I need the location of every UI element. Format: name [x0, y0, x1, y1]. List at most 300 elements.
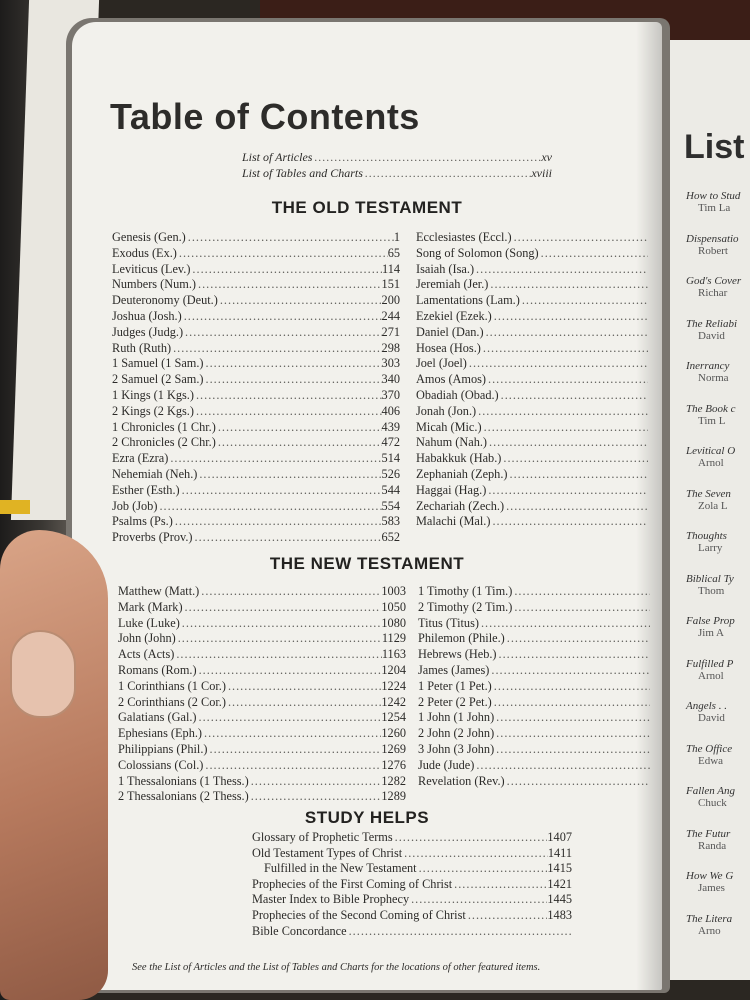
dot-leader — [197, 710, 382, 726]
toc-entry[interactable] — [418, 679, 650, 695]
facing-entry-author: Arnol — [698, 457, 724, 469]
facing-page-entry — [686, 445, 735, 469]
dot-leader — [494, 726, 650, 742]
entry-page: 1276 — [381, 757, 406, 772]
entry-page: 1411 — [547, 845, 572, 860]
entry-name: Nahum (Nah.) — [416, 435, 488, 450]
entry-name: Daniel (Dan.) — [416, 324, 484, 339]
footnote: See the List of Articles and the List of Tables and Charts for the locations of other featured items. — [132, 962, 541, 973]
dot-leader — [497, 647, 650, 663]
toc-entry[interactable] — [118, 742, 406, 758]
facing-entry-title: The Office — [686, 742, 733, 755]
study-helps-list — [252, 830, 572, 939]
entry-page: 1282 — [381, 773, 406, 788]
entry-name: Mark (Mark) — [118, 599, 183, 614]
entry-name: Jonah (Jon.) — [416, 403, 477, 418]
toc-entry[interactable] — [112, 309, 400, 325]
toc-entry[interactable] — [418, 584, 650, 600]
facing-entry-title: False Prop — [686, 615, 735, 627]
facing-entry-author: Thom — [698, 584, 725, 597]
entry-name: John (John) — [118, 631, 176, 646]
entry-page: 1254 — [381, 710, 406, 725]
entry-page: 439 — [381, 419, 400, 434]
dot-leader — [202, 726, 381, 742]
dot-leader — [216, 420, 382, 436]
entry-name: James (James) — [418, 662, 490, 677]
entry-name: List of Tables and Charts — [242, 165, 363, 180]
new-testament-heading: THE NEW TESTAMENT — [269, 554, 465, 573]
entry-page: xviii — [531, 165, 552, 180]
dot-leader — [180, 616, 382, 632]
entry-name: Malachi (Mal.) — [416, 514, 491, 529]
entry-page: 200 — [381, 293, 400, 308]
toc-entry[interactable] — [416, 514, 648, 530]
dot-leader — [452, 877, 547, 893]
toc-entry[interactable] — [416, 467, 648, 483]
entry-name: Jude (Jude) — [418, 757, 475, 772]
toc-entry[interactable] — [416, 483, 648, 499]
new-testament-left-column — [118, 584, 406, 805]
facing-page-entry — [686, 658, 733, 682]
dot-leader — [484, 325, 648, 341]
entry-name: List of Articles — [242, 150, 313, 164]
new-testament-right-column — [418, 584, 650, 789]
entry-page: 554 — [381, 498, 400, 513]
toc-entry[interactable] — [112, 483, 400, 499]
facing-entry-title: Thoughts — [686, 530, 727, 542]
facing-entry-author: James — [698, 882, 725, 894]
entry-page: 303 — [381, 356, 400, 371]
entry-name: Proverbs (Prov.) — [112, 530, 193, 545]
entry-name: Micah (Mic.) — [416, 419, 482, 434]
dot-leader — [494, 710, 650, 726]
entry-name: Luke (Luke) — [118, 615, 180, 630]
facing-entry-author: Chuck — [698, 797, 727, 809]
toc-entry[interactable] — [118, 789, 406, 805]
toc-entry[interactable] — [252, 830, 572, 846]
toc-entry[interactable] — [416, 451, 648, 467]
dot-leader — [190, 262, 382, 278]
dot-leader — [505, 774, 650, 790]
entry-name: Colossians (Col.) — [118, 757, 204, 772]
entry-page: 652 — [381, 530, 400, 545]
facing-page-entry — [686, 913, 732, 937]
entry-name: Galatians (Gal.) — [118, 710, 197, 725]
dot-leader — [197, 467, 381, 483]
dot-leader — [180, 483, 382, 499]
facing-page-entry — [686, 488, 731, 512]
toc-entry[interactable] — [416, 277, 648, 293]
entry-name: Judges (Judg.) — [112, 324, 184, 339]
dot-leader — [197, 663, 382, 679]
entry-name: Fulfilled in the New Testament — [264, 861, 417, 876]
entry-name: 3 John (3 John) — [418, 741, 495, 756]
entry-page: 65 — [387, 245, 400, 260]
entry-name: 2 Kings (2 Kgs.) — [112, 403, 194, 418]
facing-page-entry — [686, 403, 735, 427]
entry-name: Leviticus (Lev.) — [112, 261, 191, 276]
facing-entry-title: Fulfilled P — [686, 657, 734, 670]
entry-name: Song of Solomon (Song) — [416, 245, 539, 260]
facing-entry-author: Zola L — [698, 499, 728, 512]
entry-page: 1080 — [381, 615, 406, 630]
entry-page: 526 — [381, 466, 400, 481]
dot-leader — [226, 679, 381, 695]
entry-name: Zephaniah (Zeph.) — [416, 466, 508, 481]
entry-name: Lamentations (Lam.) — [416, 293, 520, 308]
toc-entry[interactable] — [112, 435, 400, 451]
toc-entry[interactable] — [118, 584, 406, 600]
entry-name: 1 Peter (1 Pet.) — [418, 678, 492, 693]
toc-entry[interactable] — [416, 293, 648, 309]
toc-entry[interactable] — [418, 758, 650, 774]
entry-name: Amos (Amos) — [416, 372, 487, 387]
entry-name: 2 Chronicles (2 Chr.) — [112, 435, 216, 450]
facing-entry-title: Inerrancy — [686, 360, 730, 372]
toc-entry[interactable] — [118, 631, 406, 647]
dot-leader — [196, 277, 382, 293]
toc-entry[interactable] — [416, 372, 648, 388]
entry-name: Numbers (Num.) — [112, 277, 197, 292]
front-matter-item[interactable] — [242, 150, 552, 166]
facing-entry-title: The Book c — [686, 402, 736, 415]
toc-entry[interactable] — [418, 616, 650, 632]
entry-page: 514 — [381, 451, 400, 466]
dot-leader — [508, 467, 648, 483]
dot-leader — [249, 789, 382, 805]
toc-entry[interactable] — [252, 892, 572, 908]
dot-leader — [182, 309, 382, 325]
facing-entry-author: Jim A — [698, 627, 724, 639]
dot-leader — [174, 647, 382, 663]
toc-entry[interactable] — [112, 372, 400, 388]
dot-leader — [499, 388, 648, 404]
entry-page: 370 — [381, 387, 400, 402]
facing-page-entry — [686, 530, 727, 554]
entry-page: 1050 — [381, 599, 406, 614]
dot-leader — [312, 150, 541, 166]
toc-entry[interactable] — [112, 499, 400, 515]
entry-name: Hosea (Hos.) — [416, 340, 481, 355]
entry-name: Ezekiel (Ezek.) — [416, 308, 492, 323]
entry-name: Master Index to Bible Prophecy — [252, 892, 410, 907]
dot-leader — [482, 420, 648, 436]
dot-leader — [393, 830, 548, 846]
dot-leader — [479, 616, 650, 632]
facing-entry-title: The Futur — [686, 827, 731, 840]
toc-entry[interactable] — [118, 600, 406, 616]
toc-entry[interactable] — [112, 262, 400, 278]
entry-page: 1415 — [547, 861, 572, 876]
entry-page: 114 — [382, 261, 400, 276]
toc-entry[interactable] — [112, 530, 400, 546]
toc-entry[interactable] — [418, 647, 650, 663]
entry-name: Revelation (Rev.) — [418, 773, 505, 788]
entry-page: 340 — [381, 372, 400, 387]
toc-entry[interactable] — [112, 514, 400, 530]
entry-name: Old Testament Types of Christ — [252, 845, 403, 860]
dot-leader — [417, 861, 548, 877]
dot-leader — [466, 908, 548, 924]
toc-entry[interactable] — [112, 388, 400, 404]
dot-leader — [539, 246, 648, 262]
entry-name: 2 John (2 John) — [418, 726, 495, 741]
dot-leader — [474, 262, 648, 278]
contents-page — [72, 22, 662, 990]
entry-name: Habakkuk (Hab.) — [416, 451, 502, 466]
toc-entry[interactable] — [416, 325, 648, 341]
front-matter-item[interactable] — [242, 166, 552, 182]
dot-leader — [504, 499, 648, 515]
entry-page: xv — [541, 150, 552, 164]
old-testament-heading: THE OLD TESTAMENT — [271, 198, 463, 217]
facing-entry-author: David — [698, 712, 725, 724]
entry-name: Bible Concordance — [252, 923, 347, 938]
entry-name: Exodus (Ex.) — [112, 245, 177, 260]
dot-leader — [492, 309, 648, 325]
entry-name: Ruth (Ruth) — [112, 340, 172, 355]
facing-page-title: List — [684, 128, 745, 166]
dot-leader — [490, 514, 648, 530]
dot-leader — [177, 246, 388, 262]
entry-name: Haggai (Hag.) — [416, 482, 487, 497]
facing-entry-author: Edwa — [698, 754, 724, 767]
dot-leader — [512, 230, 648, 246]
toc-entry[interactable] — [416, 230, 648, 246]
toc-entry[interactable] — [252, 846, 572, 862]
dot-leader — [476, 404, 648, 420]
entry-page: 1445 — [547, 892, 572, 907]
toc-entry[interactable] — [418, 710, 650, 726]
dot-leader — [492, 679, 650, 695]
dot-leader — [216, 435, 382, 451]
toc-entry[interactable] — [112, 404, 400, 420]
toc-entry[interactable] — [252, 877, 572, 893]
dot-leader — [486, 483, 648, 499]
facing-entry-author: Robert — [698, 244, 728, 257]
entry-name: Job (Job) — [112, 498, 158, 513]
facing-page-entry — [686, 275, 741, 299]
entry-page: 406 — [381, 403, 400, 418]
facing-page-entry — [686, 190, 740, 214]
entry-name: Ephesians (Eph.) — [118, 726, 203, 741]
entry-name: Philemon (Phile.) — [418, 631, 505, 646]
entry-name: Glossary of Prophetic Terms — [252, 830, 393, 844]
toc-entry[interactable] — [416, 356, 648, 372]
dot-leader — [347, 924, 572, 940]
toc-entry[interactable] — [418, 695, 650, 711]
toc-entry[interactable] — [418, 631, 650, 647]
dot-leader — [199, 584, 381, 600]
entry-page: 1269 — [381, 741, 406, 756]
entry-name: 1 Chronicles (1 Chr.) — [112, 419, 216, 434]
dot-leader — [520, 293, 648, 309]
facing-page-entry — [686, 573, 734, 597]
facing-page-entry — [686, 828, 730, 852]
toc-entry[interactable] — [418, 600, 650, 616]
facing-entry-title: Dispensatio — [686, 232, 739, 245]
entry-name: Matthew (Matt.) — [118, 584, 200, 598]
toc-entry[interactable] — [112, 246, 400, 262]
toc-entry[interactable] — [418, 774, 650, 790]
entry-name: 2 Timothy (2 Tim.) — [418, 599, 513, 614]
front-matter-list — [242, 150, 552, 182]
facing-entry-author: Larry — [698, 542, 723, 554]
entry-page: 298 — [381, 340, 400, 355]
entry-page: 472 — [381, 435, 400, 450]
dot-leader — [494, 742, 650, 758]
dot-leader — [363, 166, 531, 182]
dot-leader — [176, 631, 382, 647]
entry-page: 583 — [381, 514, 400, 529]
entry-name: 1 Thessalonians (1 Thess.) — [118, 773, 249, 788]
entry-page: 1129 — [381, 631, 406, 646]
toc-entry[interactable] — [112, 420, 400, 436]
dot-leader — [467, 356, 648, 372]
dot-leader — [204, 356, 382, 372]
entry-page: 151 — [381, 277, 400, 292]
facing-page — [662, 40, 750, 980]
toc-entry[interactable] — [118, 726, 406, 742]
facing-page-entry — [686, 615, 735, 639]
entry-name: Ecclesiastes (Eccl.) — [416, 230, 512, 244]
toc-entry[interactable] — [112, 356, 400, 372]
facing-page-entry — [686, 318, 737, 342]
facing-entry-title: The Reliabi — [686, 317, 738, 330]
facing-entry-title: God's Cover — [686, 275, 742, 287]
entry-page: 1421 — [547, 876, 572, 891]
entry-name: Jeremiah (Jer.) — [416, 277, 489, 292]
toc-entry[interactable] — [118, 774, 406, 790]
toc-entry[interactable] — [252, 861, 572, 877]
dot-leader — [226, 695, 381, 711]
facing-page-entry — [686, 233, 739, 257]
dot-leader — [186, 230, 394, 246]
toc-entry[interactable] — [118, 616, 406, 632]
dot-leader — [481, 341, 648, 357]
toc-entry[interactable] — [416, 435, 648, 451]
dot-leader — [505, 631, 650, 647]
toc-entry[interactable] — [252, 908, 572, 924]
toc-entry[interactable] — [416, 388, 648, 404]
toc-entry[interactable] — [418, 663, 650, 679]
facing-entry-title: How to Stud — [686, 190, 741, 202]
toc-entry[interactable] — [118, 758, 406, 774]
dot-leader — [249, 774, 382, 790]
dot-leader — [183, 325, 382, 341]
entry-page: 271 — [381, 324, 400, 339]
dot-leader — [474, 758, 650, 774]
toc-entry[interactable] — [112, 451, 400, 467]
entry-name: Isaiah (Isa.) — [416, 261, 475, 276]
dot-leader — [204, 372, 382, 388]
entry-page: 1260 — [381, 726, 406, 741]
entry-name: 1 John (1 John) — [418, 710, 495, 725]
entry-name: Psalms (Ps.) — [112, 514, 173, 529]
toc-entry[interactable] — [112, 293, 400, 309]
dot-leader — [208, 742, 382, 758]
toc-entry[interactable] — [118, 647, 406, 663]
entry-page: 1483 — [547, 907, 572, 922]
dot-leader — [409, 892, 547, 908]
dot-leader — [194, 388, 382, 404]
entry-page: 1407 — [547, 830, 572, 844]
entry-page: 1 — [393, 230, 400, 244]
hand-holding-book — [0, 530, 108, 1000]
yellow-strip — [0, 500, 30, 514]
toc-entry[interactable] — [416, 499, 648, 515]
dot-leader — [486, 372, 648, 388]
toc-entry[interactable] — [416, 246, 648, 262]
toc-entry[interactable] — [112, 467, 400, 483]
toc-entry[interactable] — [416, 420, 648, 436]
toc-entry[interactable] — [118, 679, 406, 695]
old-testament-left-column — [112, 230, 400, 546]
facing-entry-author: Arno — [698, 924, 721, 937]
facing-entry-author: Richar — [698, 287, 728, 299]
entry-name: 1 Timothy (1 Tim.) — [418, 584, 513, 598]
entry-name: Hebrews (Heb.) — [418, 647, 497, 662]
facing-entry-author: Arnol — [698, 669, 724, 682]
entry-page: 1003 — [381, 584, 406, 598]
toc-entry[interactable] — [118, 663, 406, 679]
facing-entry-author: Randa — [698, 839, 727, 852]
facing-entry-title: The Litera — [686, 912, 733, 925]
study-helps-heading: STUDY HELPS — [304, 808, 430, 827]
toc-entry[interactable] — [112, 341, 400, 357]
toc-entry[interactable] — [418, 726, 650, 742]
dot-leader — [487, 435, 648, 451]
facing-entry-title: Biblical Ty — [686, 572, 734, 585]
dot-leader — [218, 293, 382, 309]
toc-entry[interactable] — [416, 262, 648, 278]
entry-page: 1224 — [381, 678, 406, 693]
dot-leader — [402, 846, 548, 862]
entry-page: 544 — [381, 482, 400, 497]
entry-name: Titus (Titus) — [418, 615, 479, 630]
dot-leader — [489, 663, 650, 679]
entry-page: 1163 — [381, 647, 406, 662]
toc-entry[interactable] — [112, 325, 400, 341]
entry-name: 1 Samuel (1 Sam.) — [112, 356, 204, 371]
toc-entry[interactable] — [416, 404, 648, 420]
dot-leader — [157, 499, 381, 515]
entry-name: Philippians (Phil.) — [118, 741, 208, 756]
facing-page-entry — [686, 360, 729, 384]
entry-name: Zechariah (Zech.) — [416, 498, 505, 513]
facing-entry-title: How We G — [686, 870, 734, 882]
dot-leader — [492, 695, 650, 711]
dot-leader — [193, 530, 382, 546]
toc-entry[interactable] — [112, 230, 400, 246]
toc-entry[interactable] — [252, 924, 572, 940]
toc-entry[interactable] — [112, 277, 400, 293]
entry-name: 2 Thessalonians (2 Thess.) — [118, 789, 249, 804]
old-testament-right-column — [416, 230, 648, 530]
toc-entry[interactable] — [118, 695, 406, 711]
entry-name: Esther (Esth.) — [112, 482, 180, 497]
toc-entry[interactable] — [416, 309, 648, 325]
entry-page: 1289 — [381, 789, 406, 804]
toc-entry[interactable] — [118, 710, 406, 726]
entry-name: Prophecies of the Second Coming of Christ — [252, 907, 466, 922]
toc-entry[interactable] — [416, 341, 648, 357]
toc-entry[interactable] — [418, 742, 650, 758]
dot-leader — [171, 341, 381, 357]
entry-name: 1 Corinthians (1 Cor.) — [118, 678, 226, 693]
entry-name: 2 Samuel (2 Sam.) — [112, 372, 204, 387]
thumbnail — [10, 630, 76, 718]
